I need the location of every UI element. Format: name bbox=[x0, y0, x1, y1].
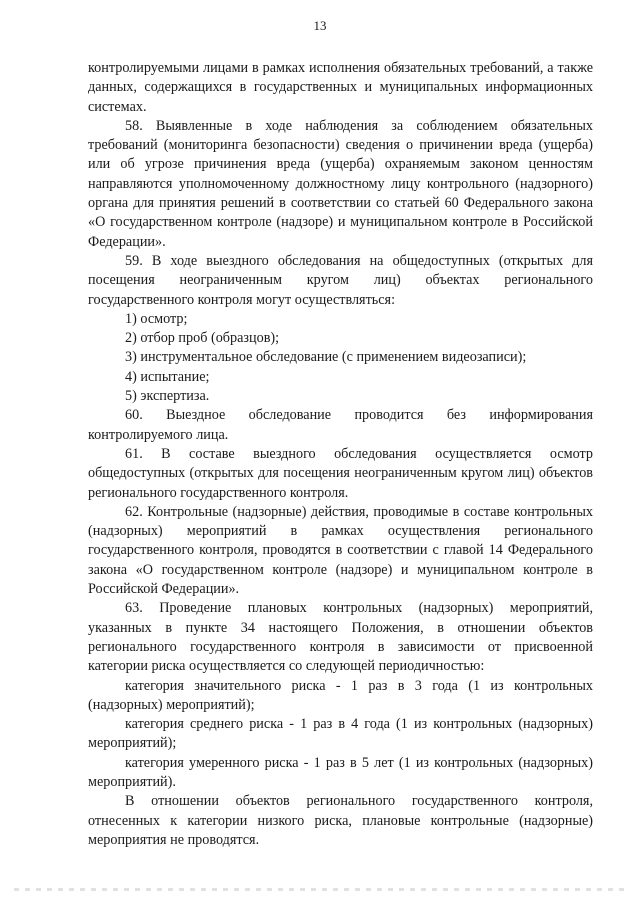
risk-category-medium: категория среднего риска - 1 раз в 4 года (1 из контрольных (надзорных) мероприятий); bbox=[88, 716, 593, 752]
paragraph-61: 61. В составе выездного обследования осуществляется осмотр общедоступных (открытых для посещения неограниченным кругом лиц) объектов регионального государственного контроля. bbox=[88, 445, 593, 501]
list-item-instrumental: 3) инструментальное обследование (с применением видеозаписи); bbox=[125, 349, 527, 366]
paragraph-60: 60. Выездное обследование проводится без информирования контролируемого лица. bbox=[88, 407, 593, 443]
paragraph-low-risk: В отношении объектов регионального государственного контроля, отнесенных к категории низкого риска, плановые контрольные (надзорные) мероприятия не проводятся. bbox=[88, 793, 593, 848]
paragraph-63: 63. Проведение плановых контрольных (надзорных) мероприятий, указанных в пункте 34 настоящего Положения, в отношении объектов регионального государственного контроля в зависимости от присвоенной категории риска осуществляется со следующей периодичностью: bbox=[88, 600, 593, 675]
paragraph-62: 62. Контрольные (надзорные) действия, проводимые в составе контрольных (надзорных) мероприятий в рамках осуществления регионального государственного контроля, проводятся в соответствии с главой 14 Федерального закона «О государственном контроле (надзоре) и муниципальном контроле в Российской Федерации». bbox=[88, 503, 593, 598]
list-item-inspection: 1) осмотр; bbox=[125, 310, 188, 327]
scan-artifact-line bbox=[14, 888, 626, 891]
risk-category-significant: категория значительного риска - 1 раз в 3 года (1 из контрольных (надзорных) мероприятий); bbox=[88, 677, 593, 713]
risk-category-moderate: категория умеренного риска - 1 раз в 5 лет (1 из контрольных (надзорных) мероприятий). bbox=[88, 754, 593, 790]
document-body bbox=[88, 59, 593, 850]
paragraph-continuation: контролируемыми лицами в рамках исполнения обязательных требований, а также данных, содержащихся в государственных и муниципальных информационных системах. bbox=[88, 60, 593, 115]
list-item-sampling: 2) отбор проб (образцов); bbox=[125, 330, 280, 347]
paragraph-58: 58. Выявленные в ходе наблюдения за соблюдением обязательных требований (мониторинга безопасности) сведения о причинении вреда (ущерба) или об угрозе причинения вреда (ущерба) охраняемым законом ценностям направляются уполномоченному должностному лицу контрольного (надзорного) органа для принятия решений в соответствии со статьей 60 Федерального закона «О государственном контроле (надзоре) и муниципальном контроле в Российской Федерации». bbox=[88, 117, 593, 250]
page-number: 13 bbox=[313, 18, 327, 33]
list-item-expertise: 5) экспертиза. bbox=[125, 388, 210, 405]
list-item-testing: 4) испытание; bbox=[125, 368, 210, 385]
paragraph-59: 59. В ходе выездного обследования на общедоступных (открытых для посещения неограниченным кругом лиц) объектах регионального государственного контроля могут осуществляться: bbox=[88, 252, 593, 308]
